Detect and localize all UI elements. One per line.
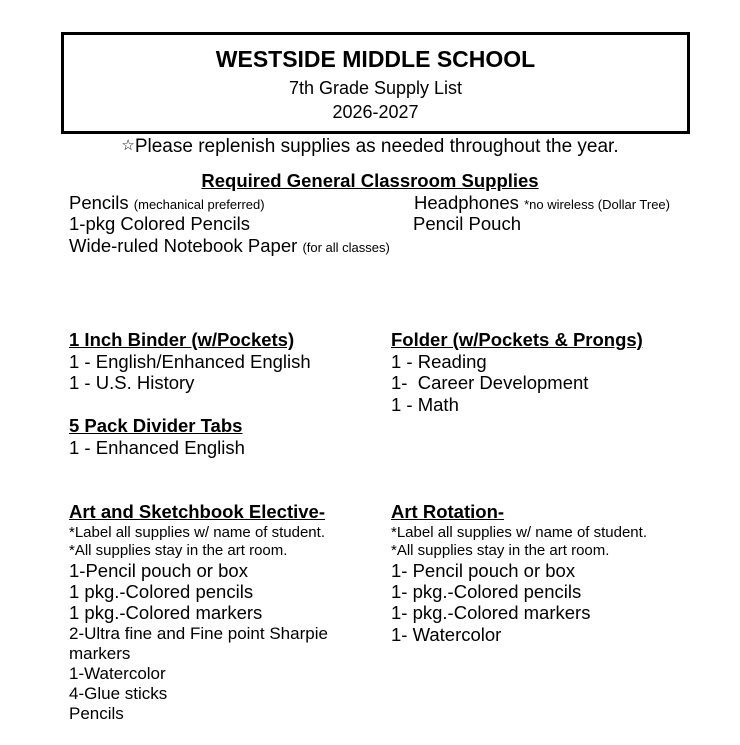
general-item-main: Headphones xyxy=(414,192,519,213)
replenish-note xyxy=(0,136,740,158)
folder-title: Folder (w/Pockets & Prongs) xyxy=(391,329,643,350)
divider-title: 5 Pack Divider Tabs xyxy=(69,415,243,436)
grade-title: 7th Grade Supply List xyxy=(288,78,463,98)
art-rotation-item: 1- pkg.-Colored markers xyxy=(391,602,591,623)
general-item-main: Pencils xyxy=(69,192,129,213)
general-item xyxy=(414,192,670,214)
art-elective-note: *All supplies stay in the art room. xyxy=(69,542,288,559)
school-year: 2026-2027 xyxy=(332,102,419,122)
binder-item: 1 - U.S. History xyxy=(69,372,195,393)
art-rotation-note: *All supplies stay in the art room. xyxy=(391,542,610,559)
art-rotation-item: 1- pkg.-Colored pencils xyxy=(391,581,582,602)
general-item-main: Wide-ruled Notebook Paper xyxy=(69,235,298,256)
general-item-sub: *no wireless (Dollar Tree) xyxy=(524,197,670,212)
art-rotation-item: 1- Watercolor xyxy=(391,624,502,645)
art-elective-item: 1-Pencil pouch or box xyxy=(69,560,248,581)
folder-item: 1 - Math xyxy=(391,394,459,415)
general-item-main: 1-pkg Colored Pencils xyxy=(69,213,250,234)
general-item xyxy=(69,235,390,257)
folder-item: 1 - Reading xyxy=(391,351,487,372)
binder-item: 1 - English/Enhanced English xyxy=(69,351,311,372)
art-elective-item: Pencils xyxy=(69,704,124,723)
binder-title: 1 Inch Binder (w/Pockets) xyxy=(69,329,295,350)
general-item-sub: (for all classes) xyxy=(302,240,390,255)
art-elective-item: 1 pkg.-Colored markers xyxy=(69,602,263,623)
art-elective-item: 4-Glue sticks xyxy=(69,684,168,703)
art-rotation-note: *Label all supplies w/ name of student. xyxy=(391,524,647,541)
divider-item: 1 - Enhanced English xyxy=(69,437,245,458)
general-item xyxy=(69,192,265,214)
art-elective-item: 1-Watercolor xyxy=(69,664,166,683)
general-item xyxy=(69,213,250,235)
folder-item: 1- Career Development xyxy=(391,372,589,393)
art-rotation-item: 1- Pencil pouch or box xyxy=(391,560,576,581)
general-item-main: Pencil Pouch xyxy=(413,213,521,234)
art-elective-title: Art and Sketchbook Elective- xyxy=(69,501,325,522)
art-elective-item: 1 pkg.-Colored pencils xyxy=(69,581,254,602)
general-item xyxy=(413,213,521,235)
general-supplies-title-text: Required General Classroom Supplies xyxy=(201,170,539,191)
star-icon: ☆ xyxy=(121,137,135,154)
note-text: Please replenish supplies as needed throughout the year. xyxy=(134,136,619,157)
school-name: WESTSIDE MIDDLE SCHOOL xyxy=(215,46,536,72)
art-elective-item: 2-Ultra fine and Fine point Sharpie markers xyxy=(69,624,328,663)
art-elective-note: *Label all supplies w/ name of student. xyxy=(69,524,325,541)
general-supplies-title xyxy=(0,170,740,192)
header-box xyxy=(61,32,690,134)
art-rotation-title: Art Rotation- xyxy=(391,501,505,522)
general-item-sub: (mechanical preferred) xyxy=(133,197,265,212)
